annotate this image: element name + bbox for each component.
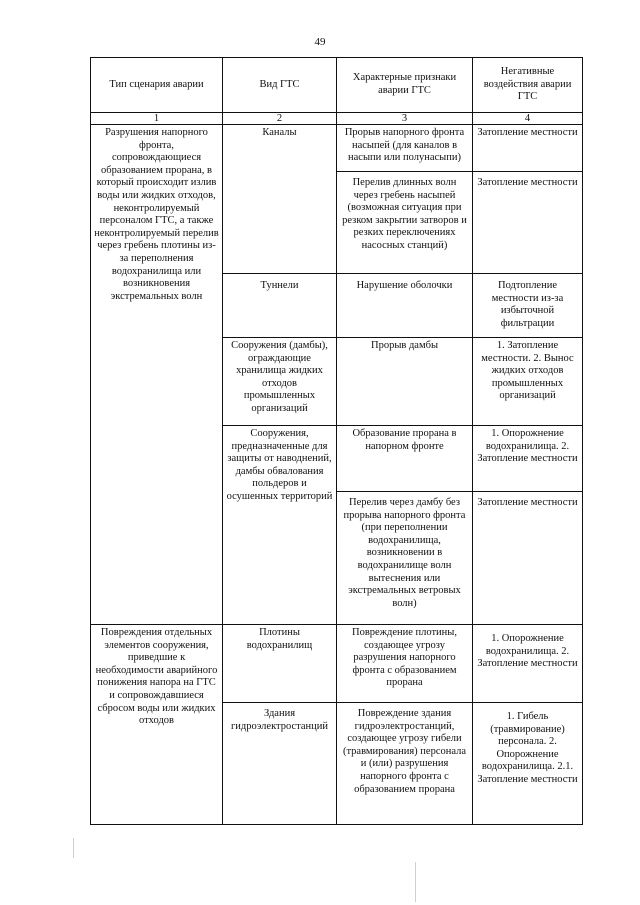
sign-cell: Перелив длинных волн через гребень насыпей (возможная ситуация при резком закрытии затворов и резких переключениях насосных станций): [337, 172, 473, 274]
header-negative-impacts: Негативные воздействия аварии ГТС: [473, 58, 583, 113]
header-scenario-type: Тип сценария аварии: [91, 58, 223, 113]
scenario-cell: Повреждения отдельных элементов сооружения, приведшие к необходимости аварийного понижения напора на ГТС и сопровождавшиеся сбросом воды или жидких отходов: [91, 625, 223, 825]
impact-cell: 1. Опорожнение водохранилища. 2. Затопление местности: [473, 625, 583, 703]
gts-type-cell: Сооружения (дамбы), ограждающие хранилища жидких отходов промышленных организаций: [223, 338, 337, 426]
impact-cell: 1. Гибель (травмирование) персонала. 2. Опорожнение водохранилища. 2.1. Затопление местности: [473, 703, 583, 825]
impact-cell: 1. Опорожнение водохранилища. 2. Затопление местности: [473, 426, 583, 492]
impact-cell: Затопление местности: [473, 172, 583, 274]
column-number: 4: [473, 113, 583, 125]
sign-cell: Повреждение здания гидроэлектростанций, создающее угрозу гибели (травмирования) персонала и (или) разрушения напорного фронта с образованием прорана: [337, 703, 473, 825]
sign-cell: Нарушение оболочки: [337, 274, 473, 338]
gts-type-cell: Здания гидроэлектростанций: [223, 703, 337, 825]
sign-cell: Прорыв дамбы: [337, 338, 473, 426]
header-gts-type: Вид ГТС: [223, 58, 337, 113]
table-row: [91, 625, 583, 703]
gts-type-cell: Плотины водохранилищ: [223, 625, 337, 703]
column-number: 3: [337, 113, 473, 125]
gts-type-cell: Сооружения, предназначенные для защиты от наводнений, дамбы обвалования польдеров и осушенных территорий: [223, 426, 337, 625]
scan-artifact-line: [73, 838, 74, 858]
sign-cell: Прорыв напорного фронта насыпей (для каналов в насыпи или полунасыпи): [337, 125, 473, 172]
column-number-row: [91, 113, 583, 125]
sign-cell: Повреждение плотины, создающее угрозу разрушения напорного фронта с образованием прорана: [337, 625, 473, 703]
sign-cell: Образование прорана в напорном фронте: [337, 426, 473, 492]
sign-cell: Перелив через дамбу без прорыва напорного фронта (при переполнении водохранилища, возникновении в водохранилище волн вытеснения или экстремальных ветровых волн): [337, 492, 473, 625]
column-number: 1: [91, 113, 223, 125]
scenario-cell: Разрушения напорного фронта, сопровождающиеся образованием прорана, в который происходит излив воды или жидких отходов, неконтролируемый персоналом ГТС, а также неконтролируемый перелив через гребень плотины из-за переполнения водохранилища или возникновения экстремальных волн: [91, 125, 223, 625]
page-number: 49: [314, 36, 326, 48]
table-header-row: [91, 58, 583, 113]
gts-type-cell: Туннели: [223, 274, 337, 338]
accident-scenarios-table: [90, 57, 583, 825]
header-characteristic-signs: Характерные признаки аварии ГТС: [337, 58, 473, 113]
table-row: [91, 125, 583, 172]
scan-artifact-line: [415, 862, 416, 902]
column-number: 2: [223, 113, 337, 125]
impact-cell: Затопление местности: [473, 492, 583, 625]
gts-type-cell: Каналы: [223, 125, 337, 274]
impact-cell: 1. Затопление местности. 2. Вынос жидких отходов промышленных организаций: [473, 338, 583, 426]
impact-cell: Затопление местности: [473, 125, 583, 172]
impact-cell: Подтопление местности из-за избыточной фильтрации: [473, 274, 583, 338]
